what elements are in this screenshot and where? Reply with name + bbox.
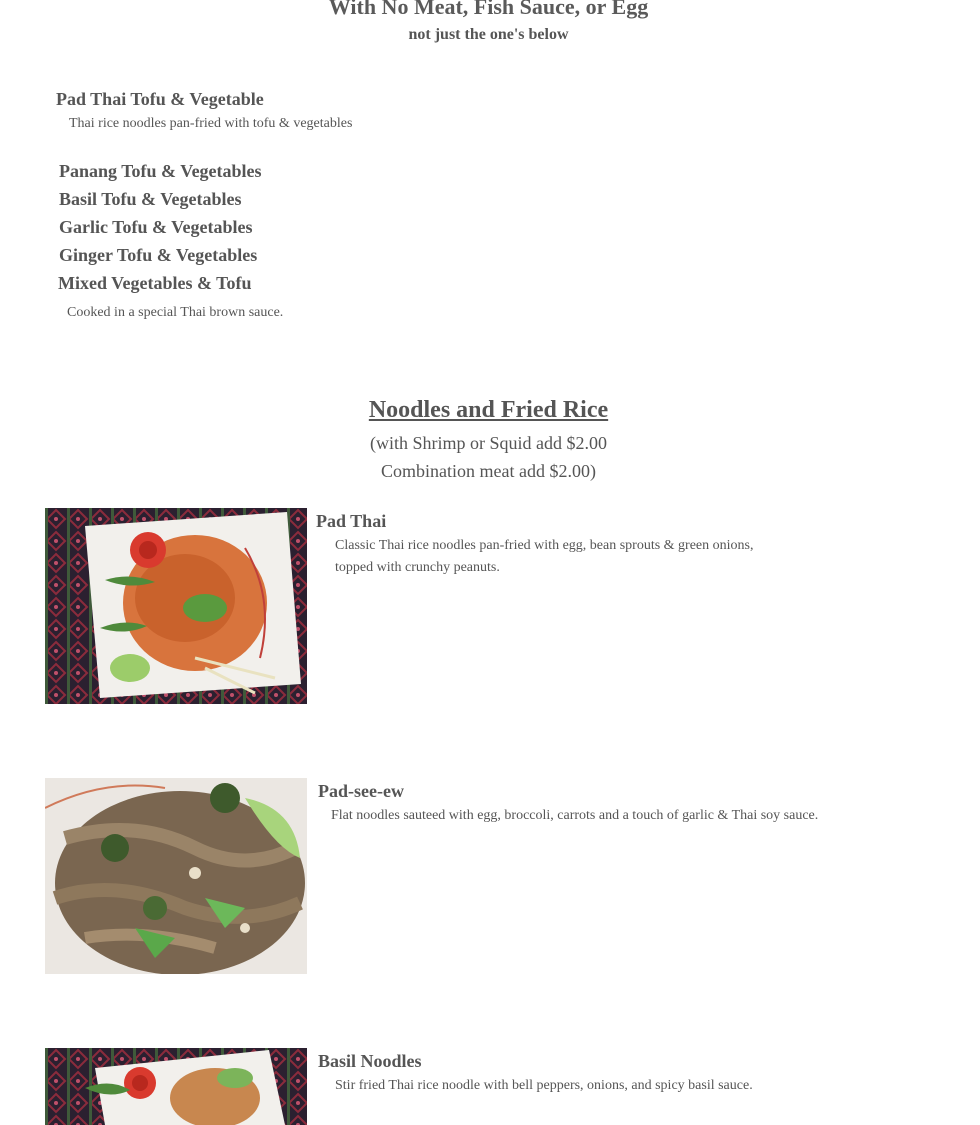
dish-name-garlic-tofu: Garlic Tofu & Vegetables [59, 217, 253, 237]
vegetarian-title: With No Meat, Fish Sauce, or Egg [328, 0, 649, 19]
dish-description-basil-noodles: Stir fried Thai rice noodle with bell peppers, onions, and spicy basil sauce. [335, 1078, 753, 1093]
dish-name-pad-thai: Pad Thai [316, 511, 387, 531]
pad-see-ew-photo [45, 778, 307, 974]
vegetarian-subtitle: not just the one's below [408, 26, 569, 43]
basil-noodles-photo [45, 1048, 307, 1125]
dish-name-panang-tofu: Panang Tofu & Vegetables [59, 161, 262, 181]
dish-name-mixed-vegetables-tofu: Mixed Vegetables & Tofu [58, 273, 252, 293]
dish-name-pad-thai-tofu: Pad Thai Tofu & Vegetable [56, 89, 264, 109]
dish-description-pad-thai-line2: topped with crunchy peanuts. [335, 560, 500, 575]
price-note-line1: (with Shrimp or Squid add $2.00 [370, 433, 607, 453]
pad-thai-photo [45, 508, 307, 704]
section-title-noodles: Noodles and Fried Rice [368, 397, 609, 423]
group-description: Cooked in a special Thai brown sauce. [67, 305, 284, 320]
dish-description-pad-thai-tofu: Thai rice noodles pan-fried with tofu & vegetables [69, 116, 353, 131]
dish-name-basil-noodles: Basil Noodles [318, 1051, 422, 1071]
dish-description-pad-thai-line1: Classic Thai rice noodles pan-fried with egg, bean sprouts & green onions, [335, 538, 754, 553]
price-note-line2: Combination meat add $2.00) [381, 461, 596, 481]
dish-description-pad-see-ew: Flat noodles sauteed with egg, broccoli, carrots and a touch of garlic & Thai soy sauce. [331, 808, 819, 823]
dish-name-pad-see-ew: Pad-see-ew [318, 781, 404, 801]
dish-name-ginger-tofu: Ginger Tofu & Vegetables [59, 245, 258, 265]
dish-name-basil-tofu: Basil Tofu & Vegetables [59, 189, 242, 209]
